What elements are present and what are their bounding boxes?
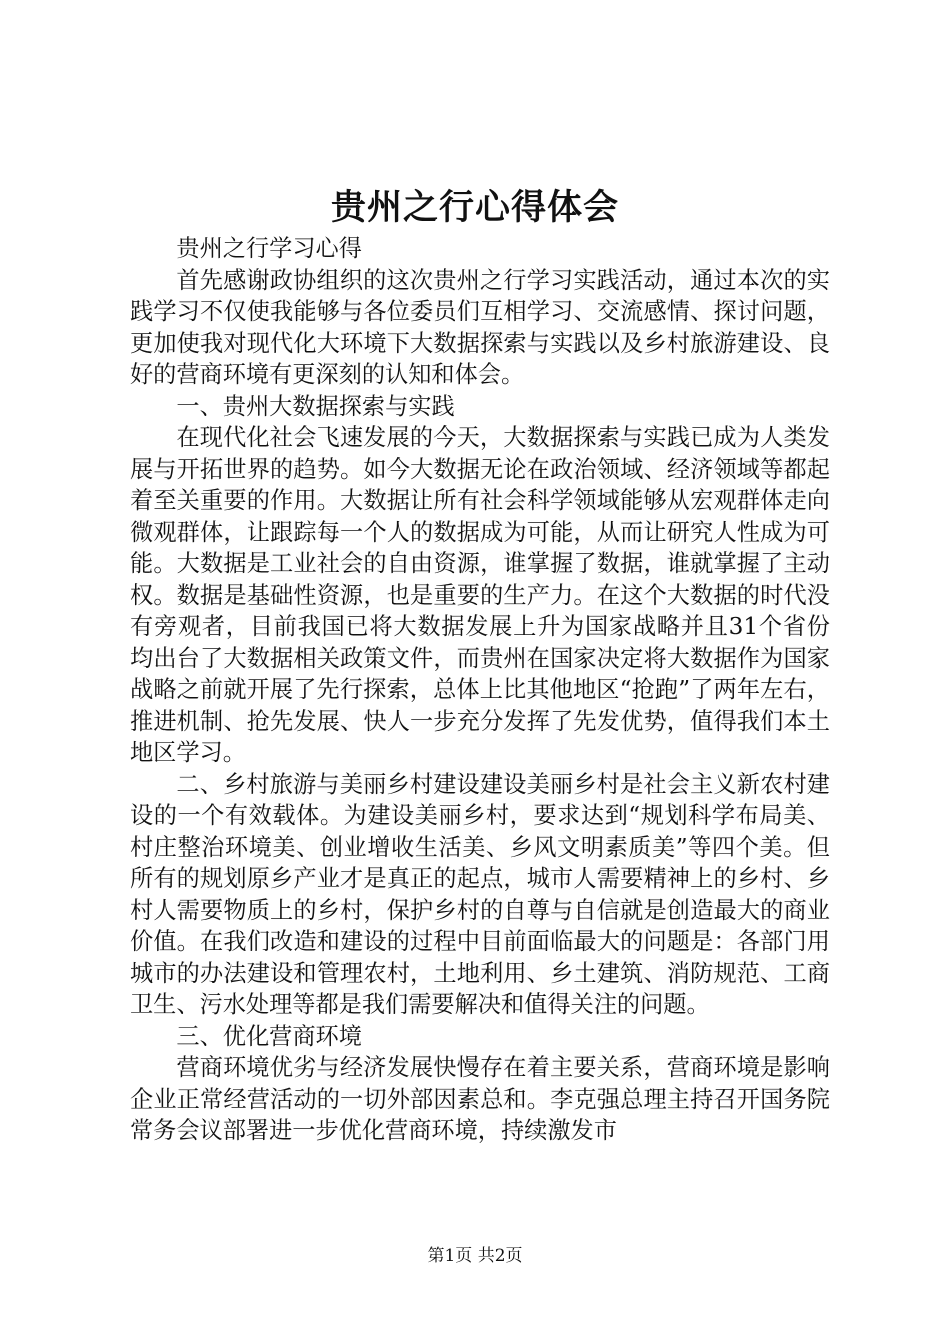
page-total: 共2页 bbox=[477, 1246, 523, 1266]
paragraph-big-data: 在现代化社会飞速发展的今天，大数据探索与实践已成为人类发展与开拓世界的趋势。如今大数据无论在政治领域、经济领域等都起着至关重要的作用。大数据让所有社会科学领域能够从宏观群体走向微观群体，让跟踪每一个人的数据成为可能，从而让研究人性成为可能。大数据是工业社会的自由资源，谁掌握了数据，谁就掌握了主动权。数据是基础性资源，也是重要的生产力。在这个大数据的时代没有旁观者，目前我国已将大数据发展上升为国家战略并且31个省份均出台了大数据相关政策文件，而贵州在国家决定将大数据作为国家战略之前就开展了先行探索，总体上比其他地区“抢跑”了两年左右，推进机制、抢先发展、快人一步充分发挥了先发优势，值得我们本土地区学习。 bbox=[130, 424, 830, 766]
document-title: 贵州之行心得体会 bbox=[330, 187, 619, 228]
page-number: 第1页 bbox=[427, 1246, 473, 1266]
paragraph-rural-tourism: 二、乡村旅游与美丽乡村建设建设美丽乡村是社会主义新农村建设的一个有效载体。为建设美丽乡村，要求达到“规划科学布局美、村庄整治环境美、创业增收生活美、乡风文明素质美”等四个美。但所有的规划原乡产业才是真正的起点，城市人需要精神上的乡村、乡村人需要物质上的乡村，保护乡村的自尊与自信就是创造最大的商业价值。在我们改造和建设的过程中目前面临最大的问题是：各部门用城市的办法建设和管理农村，土地利用、乡土建筑、消防规范、工商卫生、污水处理等都是我们需要解决和值得关注的问题。 bbox=[130, 770, 830, 1018]
paragraph-subtitle: 贵州之行学习心得 bbox=[176, 235, 362, 262]
document-body bbox=[130, 233, 830, 1147]
section-heading-1: 一、贵州大数据探索与实践 bbox=[176, 392, 455, 420]
paragraph-intro: 首先感谢政协组织的这次贵州之行学习实践活动，通过本次的实践学习不仅使我能够与各位委员们互相学习、交流感情、探讨问题，更加使我对现代化大环境下大数据探索与实践以及乡村旅游建设、良好的营商环境有更深刻的认知和体会。 bbox=[130, 266, 830, 388]
section-heading-3: 三、优化营商环境 bbox=[176, 1022, 362, 1050]
page-footer bbox=[0, 1244, 950, 1268]
paragraph-business-environment: 营商环境优劣与经济发展快慢存在着主要关系，营商环境是影响企业正常经营活动的一切外部因素总和。李克强总理主持召开国务院常务会议部署进一步优化营商环境，持续激发市 bbox=[130, 1054, 830, 1144]
